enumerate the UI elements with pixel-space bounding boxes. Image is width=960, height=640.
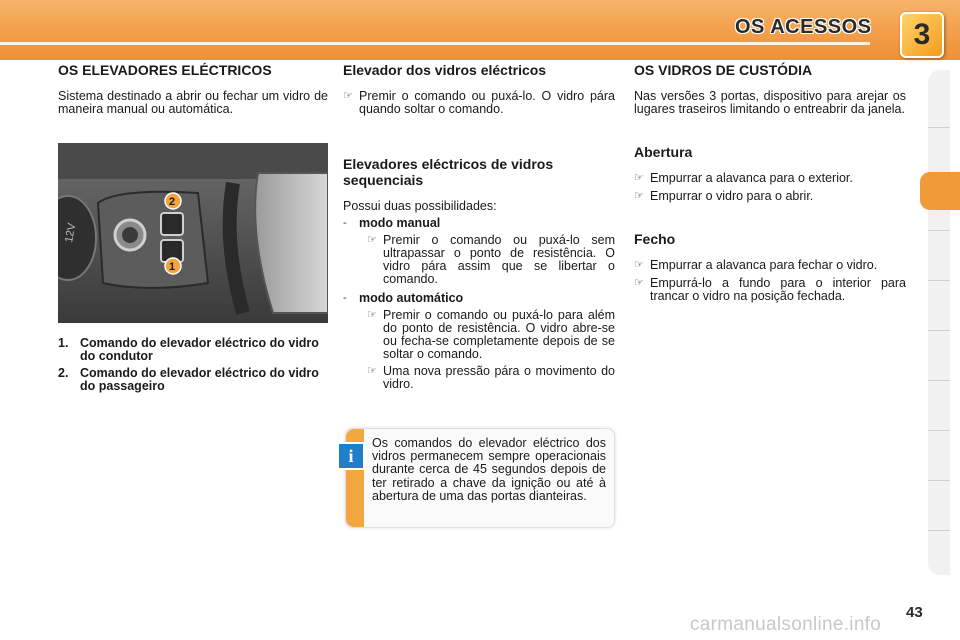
pointing-hand-icon: ☞ [367,234,377,246]
mode-automatic-label: modo automático [359,291,464,305]
heading-elevador-vidros: Elevador dos vidros eléctricos [343,62,547,78]
heading-fecho: Fecho [634,231,676,247]
window-switch-photo [58,143,328,323]
instruction-bullet [343,234,615,286]
heading-sequenciais: Elevadores eléctricos de vidros sequenciais [343,156,554,188]
legend-text: Comando do elevador eléctrico do vidro do condutor [80,336,319,363]
chapter-tab-divider [928,230,950,231]
door-panel-illustration [58,143,328,323]
mode-manual-label: modo manual [359,216,441,230]
dash-marker: - [343,292,347,304]
instruction-text: Empurrar a alavanca para fechar o vidro. [650,258,878,272]
instruction-bullet [343,365,615,391]
chapter-tab-strip [928,70,950,575]
instruction-text: Uma nova pressão pára o movimento do vidro. [383,364,615,391]
chapter-tab-divider [928,280,950,281]
instruction-text: Premir o comando ou puxá-lo para além do ponto de resistência. O vidro abre-se ou fecha-se completamente depois de se soltar o comando. [383,308,615,361]
control-legend-list [58,337,328,397]
instruction-bullet [634,190,906,203]
instruction-bullet [634,259,906,272]
info-icon: i [337,442,365,470]
section-title: OS ACESSOS [735,16,872,38]
chapter-tab-divider [928,380,950,381]
legend-item [58,337,328,363]
legend-item [58,367,328,393]
legend-text: Comando do elevador eléctrico do vidro do passageiro [80,366,319,393]
pointing-hand-icon: ☞ [367,309,377,321]
instruction-text: Premir o comando ou puxá-lo. O vidro pára quando soltar o comando. [359,89,615,116]
callout-1-label: 1 [169,261,176,273]
heading-vidros-custodia: OS VIDROS DE CUSTÓDIA [634,62,813,78]
chapter-badge: 3 [900,12,944,58]
pointing-hand-icon: ☞ [634,172,644,184]
chapter-tab-divider [928,330,950,331]
instruction-bullet [343,90,615,116]
instruction-bullet [343,309,615,361]
instruction-text: Empurrá-lo a fundo para o interior para trancar o vidro na posição fechada. [650,276,906,303]
12v-socket-label: 12V [63,222,79,244]
callout-2-label: 2 [169,196,176,208]
chapter-tab-divider [928,530,950,531]
pointing-hand-icon: ☞ [367,365,377,377]
possibilities-intro: Possui duas possibilidades: [343,199,497,213]
chapter-tab-divider [928,127,950,128]
intro-paragraph: Sistema destinado a abrir ou fechar um vidro de maneira manual ou automática. [58,89,328,116]
page-number: 43 [906,604,923,621]
legend-number: 2. [58,366,69,380]
header-divider [0,42,870,45]
pointing-hand-icon: ☞ [634,190,644,202]
chapter-tab-divider [928,430,950,431]
legend-number: 1. [58,336,69,350]
pointing-hand-icon: ☞ [343,90,353,102]
pointing-hand-icon: ☞ [634,259,644,271]
dash-marker: - [343,217,347,229]
quarter-windows-intro: Nas versões 3 portas, dispositivo para arejar os lugares traseiros limitando o entreabrir da janela. [634,89,906,116]
column-quarter-windows [634,62,906,303]
instruction-bullet [634,277,906,303]
pointing-hand-icon: ☞ [634,277,644,289]
column-electric-windows [58,62,328,116]
instruction-text: Empurrar a alavanca para o exterior. [650,171,853,185]
watermark: carmanualsonline.info [690,614,882,635]
header-band [0,0,960,60]
heading-abertura: Abertura [634,144,693,160]
instruction-text: Empurrar o vidro para o abrir. [650,189,814,203]
column-window-lifts [343,62,615,391]
instruction-bullet [634,172,906,185]
chapter-tab-divider [928,480,950,481]
instruction-text: Premir o comando ou puxá-lo sem ultrapassar o ponto de resistência. O vidro pára assim que se libertar o comando. [383,233,615,286]
heading-elevadores-electricos: OS ELEVADORES ELÉCTRICOS [58,62,272,78]
info-note-text: Os comandos do elevador eléctrico dos vidros permanecem sempre operacionais durante cerca de 45 segundos depois de ter retirado a chave da ignição ou até à abertura de uma das portas dianteiras. [372,436,606,503]
mode-automatic-row [343,292,615,305]
chapter-tab-active[interactable] [920,172,960,210]
mode-manual-row [343,217,615,230]
